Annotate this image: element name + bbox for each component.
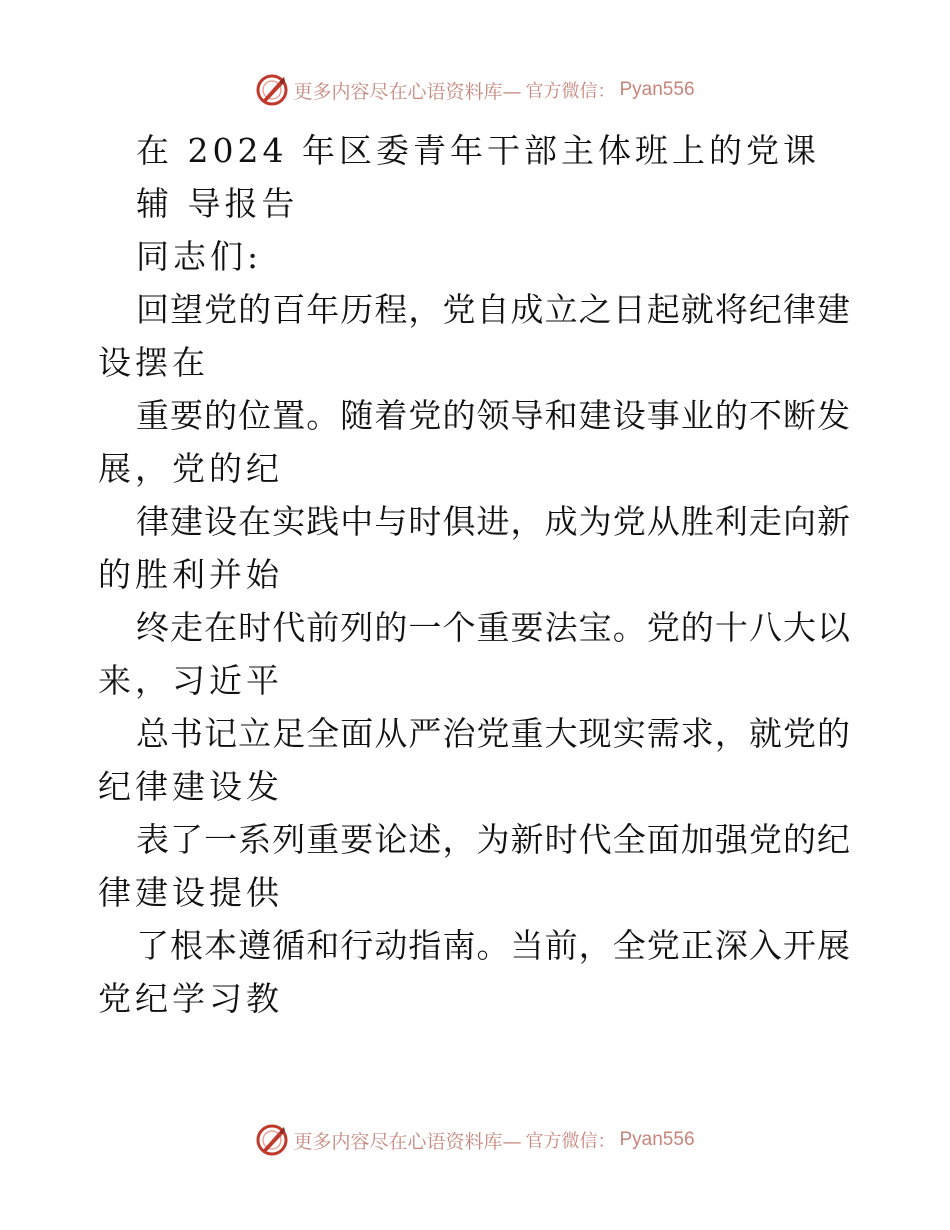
watermark-text: 更多内容尽在心语资料库— — [293, 80, 522, 103]
paragraph-line: 回望党的百年历程，党自成立之日起就将纪律建 — [136, 290, 850, 329]
paragraph-line: 纪律建设发 — [98, 767, 283, 806]
watermark-wechat-label: 官方微信： — [525, 81, 616, 102]
paragraph-line: 的胜利并始 — [98, 555, 283, 594]
paragraph-line: 重要的位置。随着党的领导和建设事业的不断发 — [136, 396, 850, 435]
footer-watermark — [0, 1120, 950, 1160]
header-watermark — [0, 70, 950, 110]
document-body — [0, 124, 950, 1025]
paragraph-line: 党纪学习教 — [98, 979, 283, 1018]
salutation: 同志们: — [136, 237, 263, 276]
paragraph-line: 展，党的纪 — [98, 449, 283, 488]
paragraph-line: 律建设提供 — [98, 873, 283, 912]
watermark-wechat-id: Pyan556 — [619, 1129, 695, 1150]
quill-logo-icon — [255, 1123, 289, 1157]
paragraph-line: 终走在时代前列的一个重要法宝。党的十八大以 — [136, 608, 850, 647]
paragraph-line: 总书记立足全面从严治党重大现实需求，就党的 — [136, 714, 850, 753]
paragraph-line: 来，习近平 — [98, 661, 283, 700]
paragraph-line: 了根本遵循和行动指南。当前，全党正深入开展 — [136, 926, 850, 965]
title-line-2: 辅 导报告 — [136, 184, 299, 223]
quill-logo-icon — [255, 73, 289, 107]
watermark-wechat-label: 官方微信： — [525, 1131, 616, 1152]
title-line-1: 在 2024 年区委青年干部主体班上的党课 — [136, 131, 820, 170]
paragraph-line: 表了一系列重要论述，为新时代全面加强党的纪 — [136, 820, 850, 859]
watermark-wechat-id: Pyan556 — [619, 79, 695, 100]
paragraph-line: 律建设在实践中与时俱进，成为党从胜利走向新 — [136, 502, 850, 541]
watermark-text: 更多内容尽在心语资料库— — [293, 1130, 522, 1153]
paragraph-line: 设摆在 — [98, 343, 209, 382]
